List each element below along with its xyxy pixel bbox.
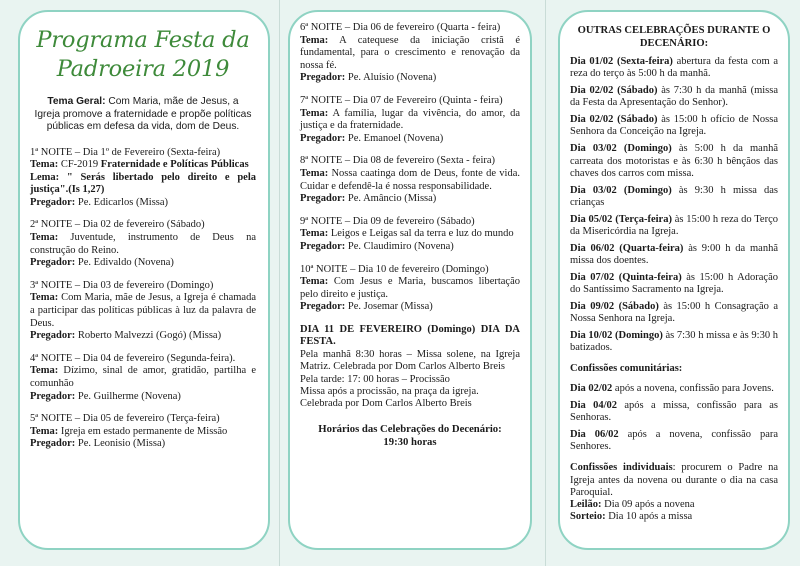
schedule-times <box>300 423 520 449</box>
motto-label: Lema: <box>30 171 60 183</box>
celebration-text: às 15:00 h reza do Terço da Misericórdia na Igreja. <box>570 213 778 238</box>
celebration-text: às 15:00 h ofício de Nossa Senhora da Conceição na Igreja. <box>570 114 778 138</box>
confession-item <box>570 429 778 454</box>
theme-label: Tema: <box>300 276 329 288</box>
night-heading: 7ª NOITE – Dia 07 de Fevereiro (Quinta - feira) <box>300 94 503 106</box>
celebration-item <box>570 185 778 210</box>
preacher-text: Pe. Edivaldo (Novena) <box>75 257 174 269</box>
theme-text: CF-2019 <box>58 159 101 171</box>
night-preacher <box>30 330 256 343</box>
preacher-text: Pe. Claudimiro (Novena) <box>345 240 454 252</box>
night-preacher <box>30 438 256 451</box>
night-block <box>300 22 520 85</box>
celebration-text: às 9:30 h missa das crianças <box>570 184 779 208</box>
night-preacher <box>30 197 256 210</box>
title-line: Padroeira 2019 <box>56 56 230 82</box>
celebration-date: Dia 02/02 (Sábado) <box>570 114 658 126</box>
program-title <box>30 26 256 84</box>
celebration-item <box>570 56 778 81</box>
preacher-label: Pregador: <box>300 72 346 84</box>
theme-text: A catequese da iniciação cristã é fundamental, para o crescimento e renovação da nossa fé. <box>300 34 520 71</box>
panel-middle <box>288 10 532 550</box>
night-block <box>300 216 520 254</box>
preacher-label: Pregador: <box>30 438 76 450</box>
celebration-date: Dia 01/02 (Sexta-feira) <box>570 56 673 67</box>
night-heading: 5ª NOITE – Dia 05 de fevereiro (Terça-feira) <box>30 413 220 425</box>
preacher-label: Pregador: <box>30 196 76 208</box>
celebration-text: às 5:00 h da manhã carreata dos motoristas e às 6:30 h bênçãos das chaves dos carros com missa. <box>570 143 778 179</box>
theme-text: Dízimo, sinal de amor, gratidão, partilha e comunhão <box>30 365 256 389</box>
confession-text: após a missa, confissão para as Senhoras. <box>570 399 778 423</box>
night-preacher <box>30 391 256 404</box>
theme-text: Com Maria, mãe de Jesus, a Igreja é chamada a participar das políticas públicas à luz da palavra de Deus. <box>30 292 256 329</box>
night-theme <box>30 365 256 390</box>
auction-label: Leilão: <box>570 499 602 511</box>
raffle-label: Sorteio: <box>570 511 606 523</box>
preacher-text: Pe. Edicarlos (Missa) <box>75 196 169 208</box>
night-block <box>300 155 520 205</box>
auction-info <box>570 499 778 511</box>
confession-date: Dia 02/02 <box>570 382 613 394</box>
night-preacher <box>300 133 520 146</box>
celebration-item <box>570 214 778 239</box>
schedule-times-label: Horários das Celebrações do Decenário: <box>318 422 502 435</box>
night-preacher <box>300 241 520 254</box>
night-theme <box>30 292 256 330</box>
night-preacher <box>300 301 520 314</box>
individual-confessions <box>570 462 778 499</box>
raffle-info <box>570 511 778 523</box>
panel-left <box>18 10 270 550</box>
night-preacher <box>30 257 256 270</box>
night-block <box>30 353 256 403</box>
night-block <box>300 264 520 314</box>
preacher-label: Pregador: <box>300 193 346 205</box>
celebration-date: Dia 02/02 (Sábado) <box>570 85 658 97</box>
preacher-text: Pe. Aluísio (Novena) <box>345 72 437 84</box>
other-celebrations-heading: OUTRAS CELEBRAÇÕES DURANTE O DECENÁRIO: <box>577 25 771 49</box>
celebration-text: abertura da festa com a reza do terço às 5:00 h da manhã. <box>570 56 778 80</box>
individual-confessions-label: Confissões individuais <box>570 462 673 474</box>
feast-day-heading-text: DIA 11 DE FEVEREIRO (Domingo) DIA DA FESTA. <box>300 323 520 348</box>
theme-label: Tema: <box>300 107 329 119</box>
theme-label: Tema: <box>30 232 59 244</box>
fold-line <box>279 0 280 566</box>
celebration-item <box>570 85 778 110</box>
night-heading: 9ª NOITE – Dia 09 de fevereiro (Sábado) <box>300 215 475 227</box>
night-block <box>30 280 256 343</box>
title-line: Programa Festa da <box>36 27 250 53</box>
celebration-text: às 7:30 h missa e às 9:30 h batizados. <box>570 330 779 354</box>
preacher-label: Pregador: <box>30 330 76 342</box>
celebration-item <box>570 272 778 297</box>
feast-day-block <box>300 324 520 411</box>
celebration-item <box>570 330 778 355</box>
celebration-text: às 9:00 h da manhã missa dos doentes. <box>570 242 779 267</box>
theme-text: Leigos e Leigas sal da terra e luz do mundo <box>328 228 514 240</box>
theme-label: Tema: <box>30 159 59 171</box>
celebration-text: às 15:00 h Adoração do Santíssimo Sacramento na Igreja. <box>570 271 778 296</box>
celebration-item <box>570 143 778 180</box>
celebration-item <box>570 243 778 268</box>
night-theme <box>300 168 520 193</box>
celebration-date: Dia 09/02 (Sábado) <box>570 301 659 313</box>
theme-text: A família, lugar da vivência, do amor, da justiça e da fraternidade. <box>300 107 520 132</box>
motto-text: " Serás libertado pelo direito e pela justiça".(Is 1,27) <box>30 171 256 196</box>
night-block <box>30 219 256 269</box>
night-heading: 8ª NOITE – Dia 08 de fevereiro (Sexta - feira) <box>300 155 496 167</box>
confession-item <box>570 400 778 425</box>
confession-date: Dia 04/02 <box>570 399 618 411</box>
feast-day-line: Celebrada por Dom Carlos Alberto Breis <box>300 398 472 410</box>
theme-text: Nossa caatinga dom de Deus, fonte de vida. Cuidar e defendê-la é nossa responsabilidade. <box>300 167 520 192</box>
auction-text: Dia 09 após a novena <box>601 499 695 511</box>
feast-day-heading <box>300 324 520 349</box>
night-block <box>30 413 256 451</box>
night-preacher <box>300 72 520 85</box>
confessions-heading: Confissões comunitárias: <box>570 362 683 374</box>
celebration-date: Dia 06/02 (Quarta-feira) <box>570 242 684 254</box>
night-theme <box>300 108 520 133</box>
night-block <box>300 95 520 145</box>
confession-text: após a novena, confissão para Senhores. <box>570 428 779 452</box>
schedule-times-value: 19:30 horas <box>383 435 437 448</box>
preacher-text: Pe. Guilherme (Novena) <box>75 390 181 402</box>
night-theme <box>300 35 520 73</box>
confession-item <box>570 383 778 395</box>
night-theme <box>30 159 256 172</box>
night-preacher <box>300 193 520 206</box>
preacher-text: Pe. Emanoel (Novena) <box>345 132 444 144</box>
night-heading: 6ª NOITE – Dia 06 de fevereiro (Quarta - feira) <box>300 22 501 33</box>
celebration-date: Dia 05/02 (Terça-feira) <box>570 213 672 225</box>
theme-text: Juventude, instrumento de Deus na construção do Reino. <box>30 232 256 256</box>
celebration-item <box>570 301 778 326</box>
night-heading: 3ª NOITE – Dia 03 de fevereiro (Domingo) <box>30 279 214 291</box>
general-theme-text: Com Maria, mãe de Jesus, a Igreja promove a fraternidade e propõe políticas públicas em defesa da vida, dom de Deus. <box>34 96 252 132</box>
confession-text: após a novena, confissão para Jovens. <box>612 382 774 394</box>
night-block <box>30 147 256 210</box>
fold-line <box>545 0 546 566</box>
celebration-text: às 7:30 h da manhã (missa da Festa da Apresentação do Senhor). <box>570 85 778 109</box>
general-theme <box>34 96 252 134</box>
theme-text: Igreja em estado permanente de Missão <box>58 425 228 437</box>
preacher-text: Pe. Leonisio (Missa) <box>75 438 166 450</box>
general-theme-label: Tema Geral: <box>47 96 106 107</box>
theme-text: Com Jesus e Maria, buscamos libertação pelo direito e justiça. <box>300 276 520 300</box>
raffle-text: Dia 10 após a missa <box>605 511 693 523</box>
night-theme <box>30 426 256 439</box>
feast-day-line: Pela tarde: 17: 00 horas – Procissão <box>300 373 450 385</box>
preacher-text: Pe. Amâncio (Missa) <box>345 193 437 205</box>
celebration-text: às 15:00 h Consagração a Nossa Senhora na Igreja. <box>570 301 778 325</box>
night-heading: 10ª NOITE – Dia 10 de fevereiro (Domingo) <box>300 263 489 275</box>
night-motto <box>30 172 256 197</box>
preacher-label: Pregador: <box>300 240 346 252</box>
night-heading: 4ª NOITE – Dia 04 de fevereiro (Segunda-feira). <box>30 352 236 364</box>
celebration-date: Dia 03/02 (Domingo) <box>570 184 672 196</box>
celebration-item <box>570 114 778 139</box>
celebration-date: Dia 07/02 (Quinta-feira) <box>570 271 682 283</box>
preacher-label: Pregador: <box>300 301 346 313</box>
preacher-label: Pregador: <box>300 132 346 144</box>
feast-day-line: Missa após a procissão, na praça da igreja. <box>300 385 479 397</box>
theme-label: Tema: <box>300 228 329 240</box>
night-theme <box>300 228 520 241</box>
confession-date: Dia 06/02 <box>570 428 619 440</box>
theme-label: Tema: <box>300 167 329 179</box>
individual-confessions-text: : procurem o Padre na Igreja antes da novena ou durante o dia na casa Paroquial. <box>570 462 778 498</box>
theme-label: Tema: <box>30 425 59 437</box>
night-theme <box>30 232 256 257</box>
theme-label: Tema: <box>300 34 329 46</box>
preacher-text: Pe. Josemar (Missa) <box>345 301 433 313</box>
preacher-text: Roberto Malvezzi (Gogó) (Missa) <box>75 330 222 342</box>
theme-label: Tema: <box>30 292 59 304</box>
theme-label: Tema: <box>30 365 59 377</box>
night-theme <box>300 276 520 301</box>
night-heading: 1ª NOITE – Dia 1º de Fevereiro (Sexta-feira) <box>30 146 221 158</box>
preacher-label: Pregador: <box>30 390 76 402</box>
preacher-label: Pregador: <box>30 257 76 269</box>
celebration-date: Dia 03/02 (Domingo) <box>570 143 672 155</box>
theme-bold-text: Fraternidade e Políticas Públicas <box>100 159 249 171</box>
night-heading: 2ª NOITE – Dia 02 de fevereiro (Sábado) <box>30 219 205 231</box>
panel-right <box>558 10 790 550</box>
feast-day-line: Pela manhã 8:30 horas – Missa solene, na Igreja Matriz. Celebrada por Dom Carlos Alberto Breis <box>300 348 520 373</box>
celebration-date: Dia 10/02 (Domingo) <box>570 330 663 342</box>
